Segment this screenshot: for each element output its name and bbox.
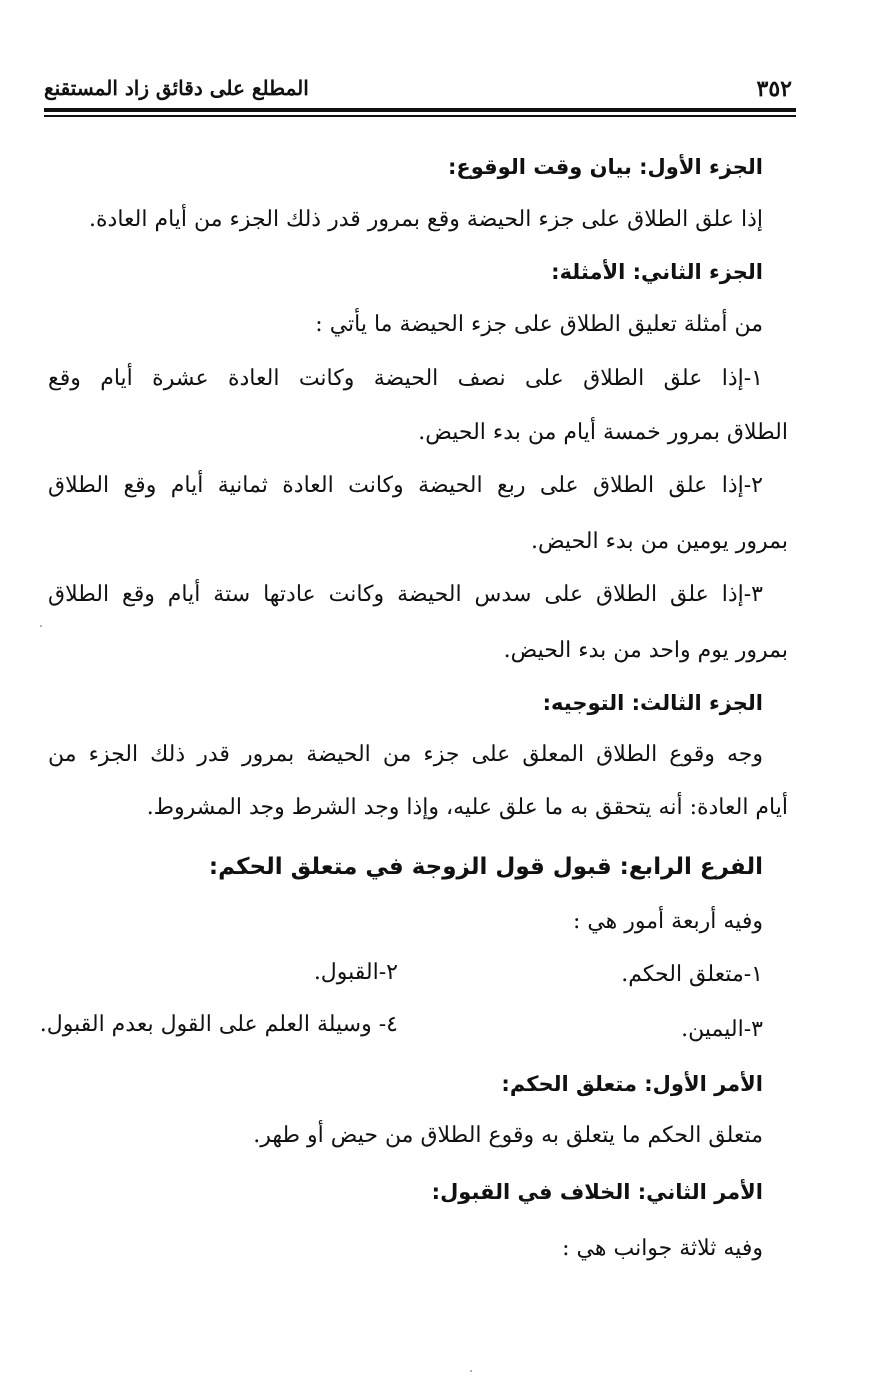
- part3-line1: وجه وقوع الطلاق المعلق على جزء من الحيضة بمرور قدر ذلك الجزء من: [48, 742, 763, 767]
- part2-intro: من أمثلة تعليق الطلاق على جزء الحيضة ما يأتي :: [315, 312, 763, 337]
- matter1-text: متعلق الحكم ما يتعلق به وقوع الطلاق من حيض أو طهر.: [253, 1123, 763, 1148]
- list-item-4: ٤- وسيلة العلم على القول بعدم القبول.: [39, 1012, 398, 1037]
- running-header: [44, 74, 796, 108]
- part3-heading: الجزء الثالث: التوجيه:: [542, 691, 763, 715]
- branch4-intro: وفيه أربعة أمور هي :: [572, 909, 763, 934]
- header-rule-thick: [44, 108, 796, 112]
- list-item-3: ٣-اليمين.: [681, 1017, 763, 1042]
- example2-line1: ٢-إذا علق الطلاق على ربع الحيضة وكانت العادة ثمانية أيام وقع الطلاق: [48, 473, 763, 498]
- list-item-2: ٢-القبول.: [313, 960, 398, 985]
- example2-line2: بمرور يومين من بدء الحيض.: [530, 529, 788, 554]
- part3-line2: أيام العادة: أنه يتحقق به ما علق عليه، وإذا وجد الشرط وجد المشروط.: [146, 795, 788, 820]
- matter1-heading: الأمر الأول: متعلق الحكم:: [501, 1072, 763, 1096]
- example1-line1: ١-إذا علق الطلاق على نصف الحيضة وكانت العادة عشرة أيام وقع: [48, 366, 763, 391]
- example3-line2: بمرور يوم واحد من بدء الحيض.: [503, 638, 788, 663]
- example3-line1: ٣-إذا علق الطلاق على سدس الحيضة وكانت عادتها ستة أيام وقع الطلاق: [48, 582, 763, 607]
- page-number: ٣٥٢: [756, 76, 792, 102]
- scan-speck: [470, 1370, 472, 1372]
- scan-speck: [40, 625, 42, 627]
- branch4-heading: الفرع الرابع: قبول قول الزوجة في متعلق الحكم:: [208, 854, 763, 880]
- list-item-1: ١-متعلق الحكم.: [621, 962, 763, 987]
- part1-heading: الجزء الأول: بيان وقت الوقوع:: [448, 155, 763, 179]
- header-rule-thin: [44, 115, 796, 117]
- example1-line2: الطلاق بمرور خمسة أيام من بدء الحيض.: [418, 420, 788, 445]
- matter2-heading: الأمر الثاني: الخلاف في القبول:: [431, 1180, 763, 1204]
- part1-text: إذا علق الطلاق على جزء الحيضة وقع بمرور قدر ذلك الجزء من أيام العادة.: [89, 207, 763, 232]
- book-title: المطلع على دقائق زاد المستقنع: [44, 76, 309, 100]
- matter2-intro: وفيه ثلاثة جوانب هي :: [562, 1236, 763, 1261]
- part2-heading: الجزء الثاني: الأمثلة:: [551, 260, 763, 284]
